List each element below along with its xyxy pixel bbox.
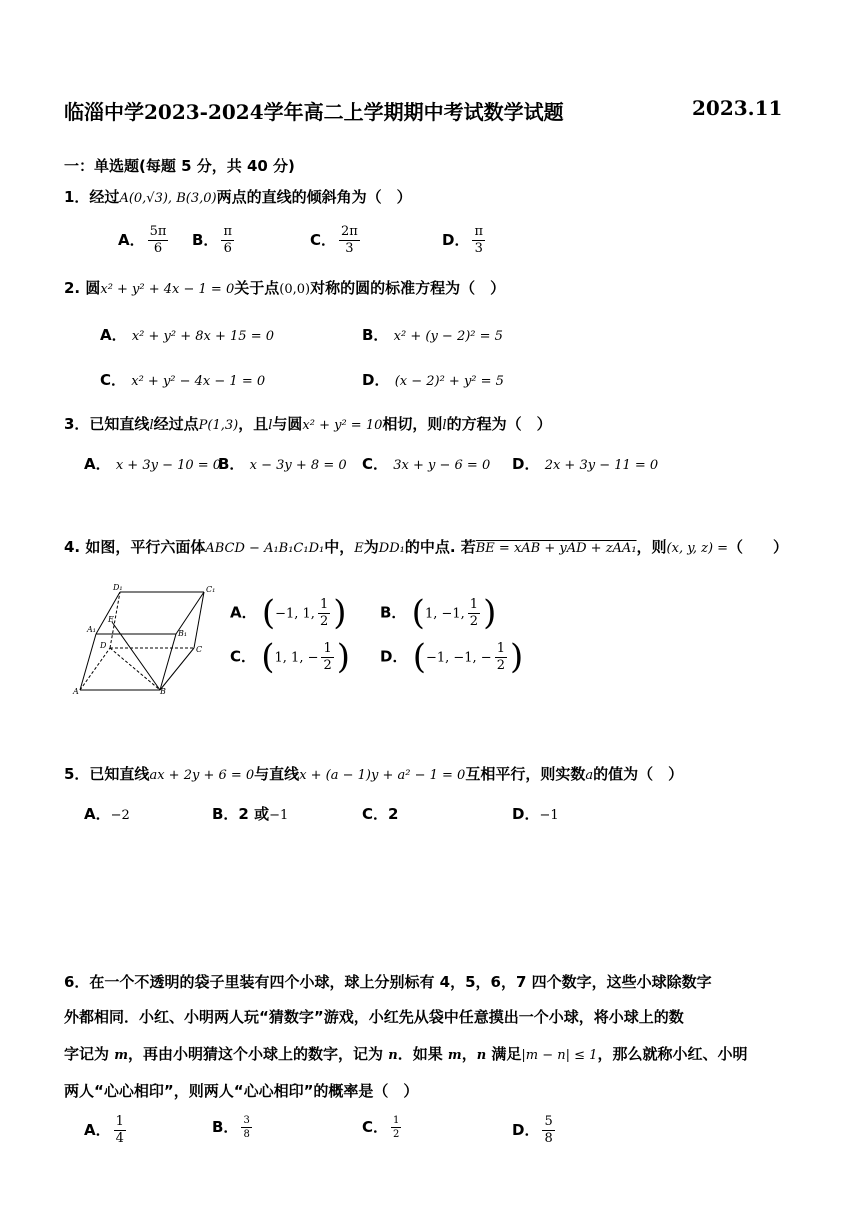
q3-option-c[interactable]: C． 3x + y − 6 = 0 [362, 455, 491, 473]
fig-label-a1: A₁ [87, 625, 96, 634]
q1-option-d[interactable]: D． $\frac{\pi}{3}$ [442, 224, 483, 256]
q4-option-b[interactable]: B． (1, −1, $\frac{1}{2}$ ) [380, 593, 497, 633]
q6-option-a[interactable]: A． $\frac{1}{4}$ [84, 1114, 124, 1146]
q2-option-b[interactable]: B． x² + (y − 2)² = 5 [362, 326, 503, 344]
q5-option-a[interactable]: A．−2 [84, 805, 130, 823]
question-6-line-2: 外都相同．小红、小明两人玩“猜数字”游戏，小红先从袋中任意摸出一个小球，将小球上的数 [64, 1008, 684, 1026]
fig-label-b: B [160, 687, 166, 694]
q3-option-b[interactable]: B． x − 3y + 8 = 0 [218, 455, 347, 473]
question-2-stem: 2. 圆x² + y² + 4x − 1 = 0关于点(0,0)对称的圆的标准方程为（ ） [64, 279, 506, 297]
q1-option-b[interactable]: B． $\frac{\pi}{6}$ [192, 224, 232, 256]
q5-option-b[interactable]: B．2 或−1 [212, 805, 289, 823]
q6-option-c[interactable]: C． $\frac{1}{2}$ [362, 1115, 400, 1140]
q4-option-c[interactable]: C． (1, 1, − $\frac{1}{2}$ ) [230, 637, 351, 677]
q6-option-d[interactable]: D． $\frac{5}{8}$ [512, 1114, 553, 1146]
question-1-points: A(0,√3), B(3,0) [119, 191, 217, 206]
fig-label-b1: B₁ [178, 629, 188, 638]
fig-label-d: D [100, 641, 107, 650]
exam-date: 2023.11 [692, 96, 783, 120]
question-1-stem: 1．经过A(0,√3), B(3,0)两点的直线的倾斜角为（ ） [64, 188, 412, 206]
q5-option-c[interactable]: C．2 [362, 805, 399, 823]
fig-label-a: A [73, 687, 79, 694]
q3-option-a[interactable]: A． x + 3y − 10 = 0 [84, 455, 222, 473]
question-6-line-1: 6．在一个不透明的袋子里装有四个小球，球上分别标有 4，5，6，7 四个数字，这些小球除数字 [64, 973, 712, 991]
question-6-line-3: 字记为 m，再由小明猜这个小球上的数字，记为 n．如果 m，n 满足|m − n| ≤ 1，那么就称小红、小明 [64, 1045, 748, 1063]
question-5-stem: 5．已知直线ax + 2y + 6 = 0与直线x + (a − 1)y + a² − 1 = 0互相平行，则实数a的值为（ ） [64, 765, 684, 783]
q2-option-a[interactable]: A． x² + y² + 8x + 15 = 0 [100, 326, 274, 344]
q2-option-c[interactable]: C． x² + y² − 4x − 1 = 0 [100, 371, 266, 389]
fig-label-e: E [108, 615, 114, 624]
fig-label-c: C [196, 645, 203, 654]
q5-option-d[interactable]: D．−1 [512, 805, 559, 823]
parallelepiped-figure [72, 582, 220, 694]
question-4-stem: 4. 如图，平行六面体ABCD − A₁B₁C₁D₁中，E为DD₁的中点. 若BE = xAB + yAD + zAA₁，则(x, y, z) =（ ） [64, 538, 789, 556]
fig-label-c1: C₁ [206, 585, 216, 594]
page-title: 临淄中学2023-2024学年高二上学期期中考试数学试题 [64, 100, 564, 124]
q4-option-d[interactable]: D． (−1, −1, − $\frac{1}{2}$ ) [380, 637, 524, 677]
q4-option-a[interactable]: A． (−1, 1, $\frac{1}{2}$ ) [230, 593, 347, 633]
q1-option-c[interactable]: C． $\frac{2\pi}{3}$ [310, 224, 358, 256]
fig-label-d1: D₁ [113, 583, 123, 592]
question-6-line-4: 两人“心心相印”，则两人“心心相印”的概率是（ ） [64, 1082, 419, 1100]
q3-option-d[interactable]: D． 2x + 3y − 11 = 0 [512, 455, 659, 473]
q1-option-a[interactable]: A． $\frac{5\pi}{6}$ [118, 224, 167, 256]
q6-option-b[interactable]: B． $\frac{3}{8}$ [212, 1115, 250, 1140]
q2-option-d[interactable]: D． (x − 2)² + y² = 5 [362, 371, 504, 389]
question-3-stem: 3．已知直线l经过点P(1,3)，且l与圆x² + y² = 10相切，则l的方程为（ ） [64, 415, 552, 433]
section-heading: 一：单选题(每题 5 分，共 40 分) [64, 157, 295, 175]
